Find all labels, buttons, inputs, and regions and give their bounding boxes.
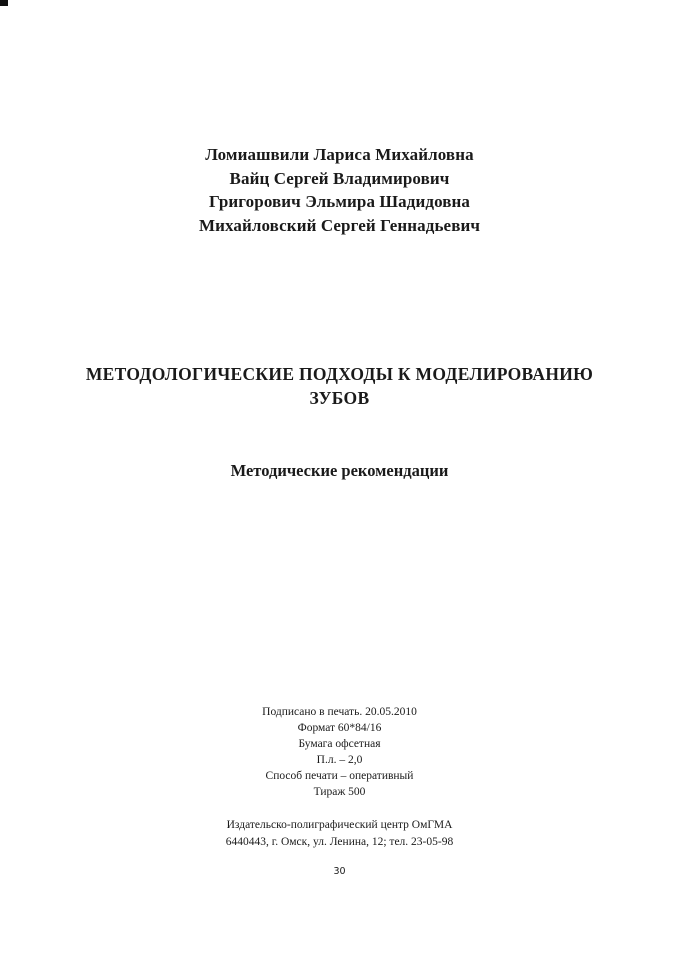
imprint-block: [0, 704, 679, 800]
title-line: МЕТОДОЛОГИЧЕСКИЕ ПОДХОДЫ К МОДЕЛИРОВАНИЮ: [85, 364, 594, 384]
imprint-format: Формат 60*84/16: [297, 722, 382, 734]
author-name: Ломиашвили Лариса Михайловна: [205, 145, 474, 164]
publisher-address: 6440443, г. Омск, ул. Ленина, 12; тел. 23-05-98: [225, 835, 454, 848]
publisher-block: [0, 817, 679, 850]
publisher-name: Издательско-полиграфический центр ОмГМА: [226, 819, 453, 831]
document-title: [40, 362, 639, 410]
imprint-circulation: Тираж 500: [313, 786, 366, 798]
author-name: Михайловский Сергей Геннадьевич: [198, 215, 481, 235]
author-name: Григорович Эльмира Шадидовна: [208, 192, 471, 211]
imprint-sheets: П.л. – 2,0: [316, 754, 363, 766]
imprint-method: Способ печати – оперативный: [265, 770, 414, 782]
author-name: Вайц Сергей Владимирович: [229, 168, 450, 188]
page-number: 30: [333, 866, 346, 877]
imprint-signed: Подписано в печать. 20.05.2010: [262, 706, 417, 718]
document-subtitle: Методические рекомендации: [230, 461, 449, 480]
scan-artifact: [0, 0, 8, 6]
title-line: ЗУБОВ: [309, 388, 370, 408]
authors-block: [0, 143, 679, 237]
imprint-paper: Бумага офсетная: [298, 738, 381, 750]
